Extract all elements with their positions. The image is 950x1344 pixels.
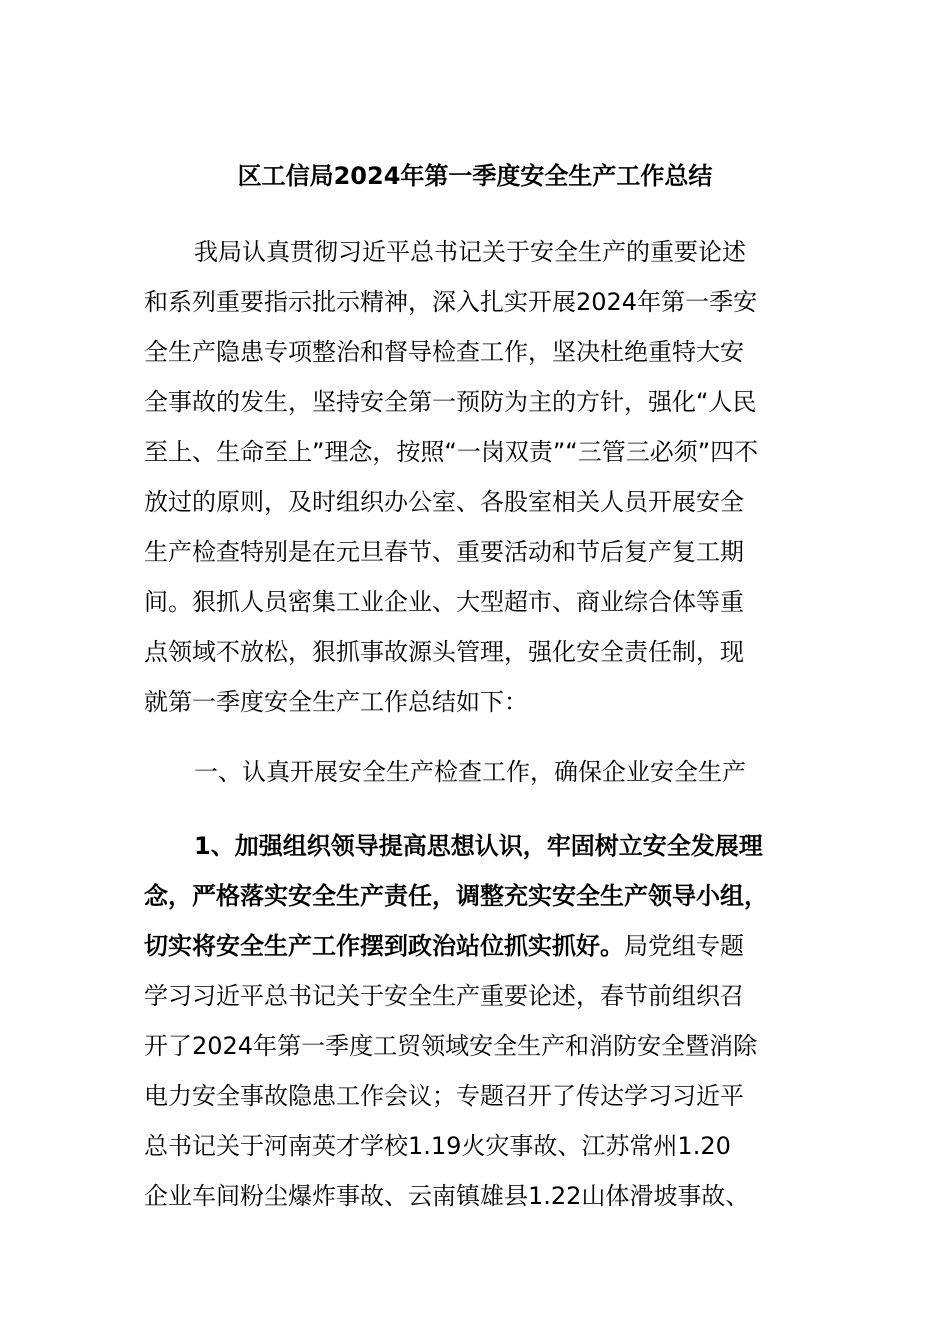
item-body-line: 电力安全事故隐患工作会议；专题召开了传达学习习近平	[144, 1082, 744, 1110]
item-bold-line: 念，严格落实安全生产责任，调整充实安全生产领导小组，	[144, 882, 768, 910]
intro-line: 至上、生命至上”理念，按照“一岗双责”“三管三必须”四不	[144, 438, 759, 466]
item-bold-line: 1、加强组织领导提高思想认识，牢固树立安全发展理	[194, 832, 763, 860]
item-regular-segment: 局党组专题	[624, 932, 744, 960]
intro-line: 和系列重要指示批示精神，深入扎实开展2024年第一季安	[144, 288, 758, 316]
intro-line: 生产检查特别是在元旦春节、重要活动和节后复产复工期	[144, 538, 744, 566]
intro-line: 全生产隐患专项整治和督导检查工作，坚决杜绝重特大安	[144, 338, 744, 366]
document-title: 区工信局2024年第一季度安全生产工作总结	[237, 162, 713, 190]
item-mixed-line	[144, 928, 744, 964]
intro-line: 全事故的发生，坚持安全第一预防为主的方针，强化“人民	[144, 388, 757, 416]
item-bold-segment: 切实将安全生产工作摆到政治站位抓实抓好。	[144, 932, 624, 960]
intro-line: 就第一季度安全生产工作总结如下：	[144, 688, 528, 716]
item-body-line: 开了2024年第一季度工贸领域安全生产和消防安全暨消除	[144, 1032, 758, 1060]
section-heading: 一、认真开展安全生产检查工作，确保企业安全生产	[194, 758, 746, 786]
item-body-line: 总书记关于河南英才学校1.19火灾事故、江苏常州1.20	[144, 1132, 731, 1160]
intro-line: 点领域不放松，狠抓事故源头管理，强化安全责任制，现	[144, 638, 744, 666]
item-body-line: 企业车间粉尘爆炸事故、云南镇雄县1.22山体滑坡事故、	[144, 1182, 750, 1210]
item-body-line: 学习习近平总书记关于安全生产重要论述，春节前组织召	[144, 982, 744, 1010]
intro-line: 我局认真贯彻习近平总书记关于安全生产的重要论述	[194, 238, 746, 266]
intro-line: 间。狠抓人员密集工业企业、大型超市、商业综合体等重	[144, 588, 744, 616]
intro-line: 放过的原则，及时组织办公室、各股室相关人员开展安全	[144, 488, 744, 516]
